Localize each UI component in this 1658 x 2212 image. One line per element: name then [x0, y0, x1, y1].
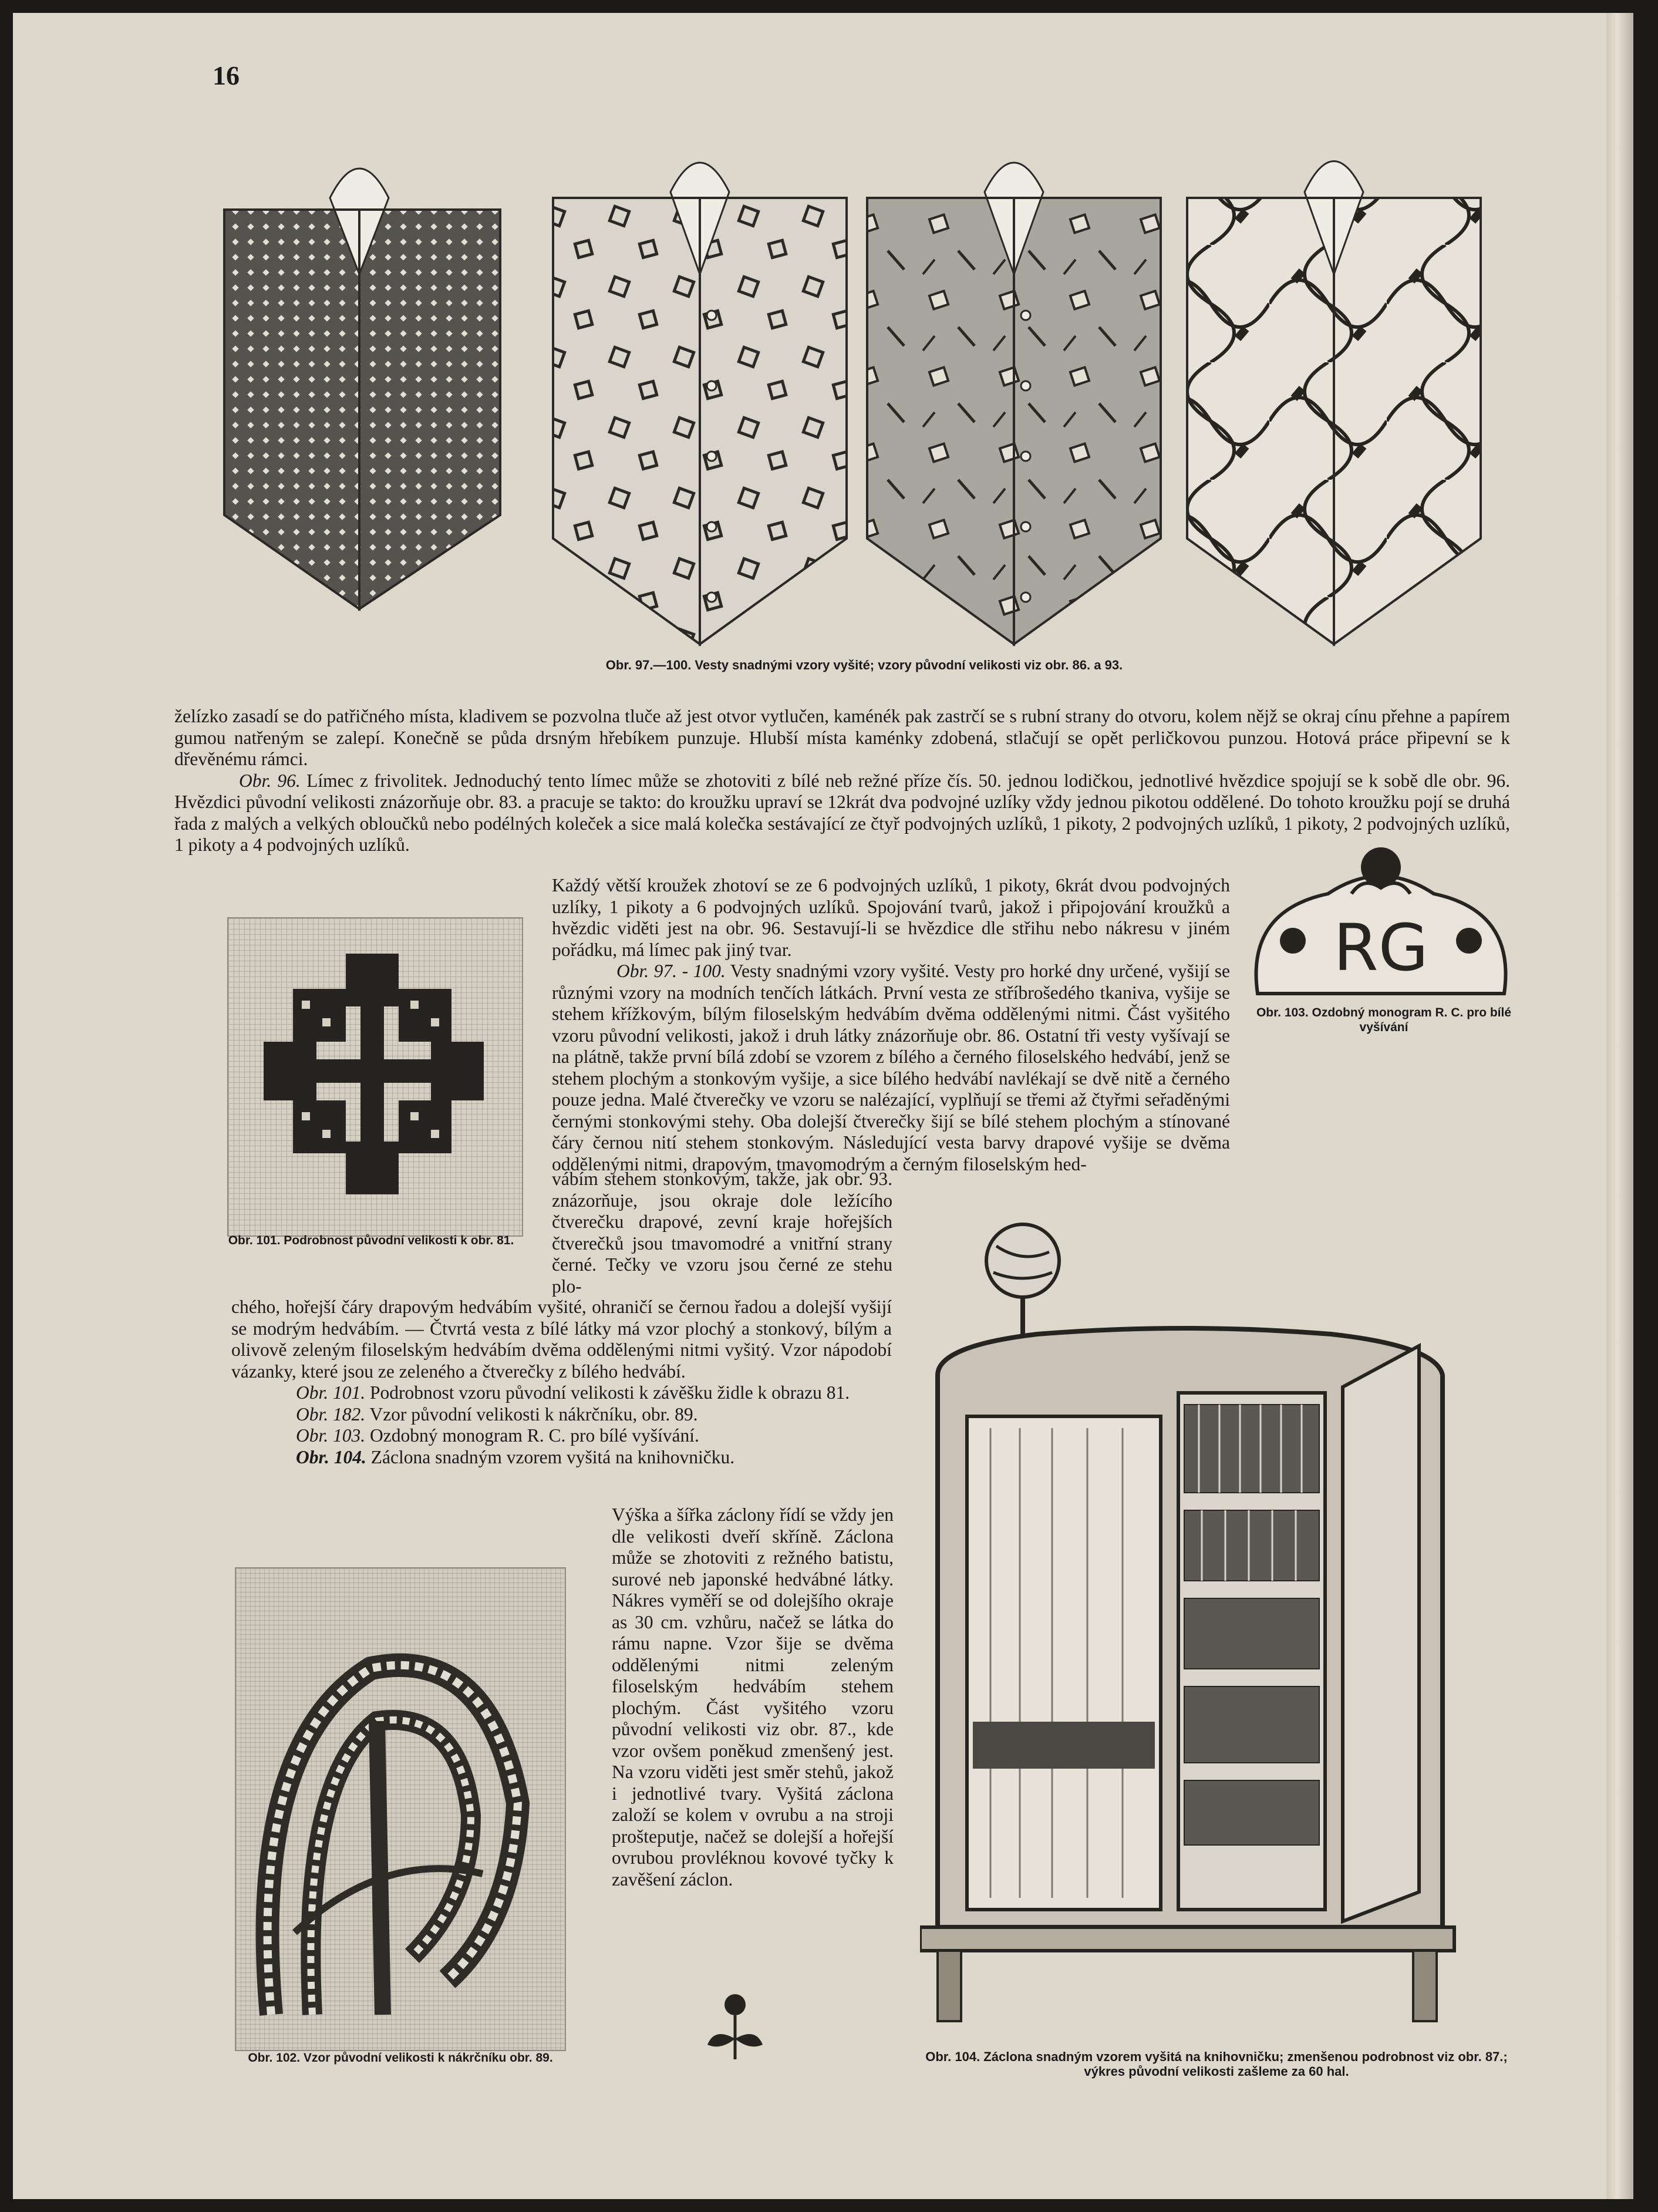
paragraph-obr-101: Obr. 101. Podrobnost vzoru původní velikosti k závěšku židle k obrazu 81. — [296, 1382, 850, 1403]
body-lower — [231, 1297, 892, 1468]
label-obr-104: Obr. 104. — [296, 1446, 366, 1467]
flower-ornament — [703, 1992, 767, 2062]
page-spine — [1606, 13, 1633, 2199]
vest-1-illustration — [224, 169, 500, 609]
vest-4-illustration — [1187, 161, 1481, 645]
globe-icon — [986, 1224, 1059, 1343]
paragraph-obr-103: Obr. 103. Ozdobný monogram R. C. pro bílé vyšívání. — [296, 1425, 699, 1446]
paragraph-obr-182: Obr. 182. Vzor původní velikosti k nákrčníku, obr. 89. — [296, 1403, 698, 1425]
label-obr-97: Obr. 97. - 100. — [616, 961, 726, 981]
caption-fig-101: Obr. 101. Podrobnost původní velikosti k obr. 81. — [228, 1234, 514, 1247]
fig-104-bookcase — [920, 1217, 1531, 2027]
caption-fig-104: Obr. 104. Záclona snadným vzorem vyšitá na knihovničku; zmenšenou podrobnost viz obr. 87.; výkres původní velikosti zašleme za 60 hal. — [925, 2049, 1508, 2079]
caption-fig-102: Obr. 102. Vzor původní velikosti k nákrčníku obr. 89. — [248, 2051, 553, 2065]
fig-103-monogram — [1246, 835, 1516, 1005]
magazine-page — [13, 13, 1633, 2199]
label-obr-101: Obr. 101. — [296, 1382, 366, 1403]
vests-illustration — [213, 127, 1492, 650]
paragraph-obr-96-cont: Každý větší kroužek zhotoví se ze 6 podvojných uzlíků, 1 pikoty, 6krát dvou podvojných uzlíky, 1 pikoty a 6 podvojných uzlíků. Spojování tvarů, jakož i připojování kroužků a hvězdic viděti jest na obr. 96. Sestavují-li se hvězdice dle střihu nebo nákresu v jiném pořádku, má límec pak jiný tvar. — [552, 875, 1230, 960]
caption-fig-103: Obr. 103. Ozdobný monogram R. C. pro bílé vyšívání — [1256, 1006, 1512, 1034]
paragraph-obr-97-end: chého, hořejší čáry drapovým hedvábím vyšité, ohraničí se černou řadou a dolejší vyšijí se modrým hedvábím. — Čtvrtá vesta z bílé látky má vzor plochý a stonkový, bílým a olivově zeleným filoselským hedvábím dvěma oddělenými nitmi vyšitý. Vzor nápodobí vázanky, které jsou ze zeleného a čtverečky z bílého hedvábí. — [231, 1297, 892, 1382]
paragraph-obr-97: Obr. 97. - 100. Vesty snadnými vzory vyšité. Vesty pro horké dny určené, vyšijí se různými vzory na modních tenčích látkách. První vesta ze stříbrošedého tkaniva, vyšije se stehem křížkovým, bílým filoselským hedvábím dvěma oddělenými nitmi. Část vyšitého vzoru původní velikosti, jakož i druh látky znázorňuje obr. 86. Ostatní tři vesty vyšívají se na plátně, takže první bílá zdobí se vzorem z bílého a černého filoselského hedvábí, jenž se stehem plochým a stonkovým vyšije, a sice bílého hedvábí navlékají se dvě nitě a černého pouze jedna. Malé čtverečky ve vzoru se nalézající, vyplňují se třemi až čtyřmi seřaděnými černými stonkovými stehy. Oba dolejší čtverečky šijí se bílé stehem plochým a stínované čáry černou nití stehem stonkovým. Následující vesta barvy drapové vyšije se dvěma oddělenými nitmi, drapovým, tmavomodrým a černým filoselským hed- — [552, 961, 1230, 1174]
fig-102-illustration — [235, 1567, 566, 2051]
page-number: 16 — [213, 60, 240, 90]
caption-fig-97-100: Obr. 97.—100. Vesty snadnými vzory vyšité; vzory původní velikosti viz obr. 86. a 93. — [605, 658, 1123, 672]
body-intro — [174, 706, 1510, 856]
label-obr-96: Obr. 96. — [239, 770, 301, 791]
curtain-embroidery-band — [973, 1722, 1155, 1769]
body-middle — [552, 875, 1230, 1175]
label-obr-103: Obr. 103. — [296, 1425, 366, 1446]
vest-3-illustration — [867, 163, 1161, 644]
paragraph-obr-97-cont: vábím stehem stonkovým, takže, jak obr. 93. znázorňuje, jsou okraje dole ležícího čtverečku drapové, zevní kraje hořejších čtverečků jsou tmavomodré a vnitřní strany černé. Tečky ve vzoru jsou černé ze stehu plo- — [552, 1169, 892, 1297]
body-narrow — [552, 1169, 892, 1297]
paragraph-obr-96: Obr. 96. Límec z frivolitek. Jednoduchý tento límec může se zhotoviti z bílé neb režné příze čís. 50. jednou lodičkou, jednotlivé hvězdice spojují se k sobě dle obr. 96. Hvězdici původní velikosti znázorňuje obr. 83. a pracuje se takto: do kroužku upraví se 12krát dva podvojné uzlíky vždy jednou pikotou oddělené. Do tohoto kroužku pojí se druhá řada z malých a velkých obloučků nebo podélných koleček a sice malá kolečka sestávající ze čtyř podvojných uzlíků, 1 pikoty, 2 podvojných uzlíků, 1 pikoty, 2 podvojných uzlíků, 1 pikoty a 4 podvojných uzlíků. — [174, 770, 1510, 855]
body-curtain — [612, 1504, 894, 1890]
paragraph-obr-104-cont: Výška a šířka záclony řídí se vždy jen dle velikosti dveří skříně. Záclona může se zhotoviti z režného batistu, surové neb japonské hedvábné látky. Nákres vyměří se od dolejšího okraje as 30 cm. vzhůru, načež se látka do rámu napne. Vzor šije se dvěma oddělenými nitmi zeleným filoselským hedvábím stehem plochým. Část vyšitého vzoru původní velikosti viz obr. 87., kde vzor ovšem poněkud zmenšený jest. Na vzoru viděti jest směr stehů, jakož i jednotlivé tvary. Vyšitá záclona založí se kolem v ovrubu a na stroji prošteputje, načež se dolejší a hořejší ovrubou provléknou kovové tyčky k zavěšení záclon. — [612, 1504, 894, 1890]
paragraph-intro: želízko zasadí se do patřičného místa, kladivem se pozvolna tluče až jest otvor vytlučen, kaménék pak zastrčí se s rubní strany do otvoru, kolem nějž se okraj cínu přehne a papírem gumou natřeným se zalepí. Konečně se půda drsným hřebíkem punzuje. Hlubší místa kaménky zdobená, stlačují se opět perličkovou punzou. Hotová práce připevní se k dřevěnému rámci. — [174, 706, 1510, 769]
paragraph-obr-104: Obr. 104. Záclona snadným vzorem vyšitá na knihovničku. — [296, 1446, 735, 1467]
fig-101-illustration — [227, 917, 523, 1237]
label-obr-182: Obr. 182. — [296, 1403, 366, 1425]
monogram-letters: RG — [1333, 910, 1428, 985]
vest-2-illustration — [553, 163, 847, 644]
